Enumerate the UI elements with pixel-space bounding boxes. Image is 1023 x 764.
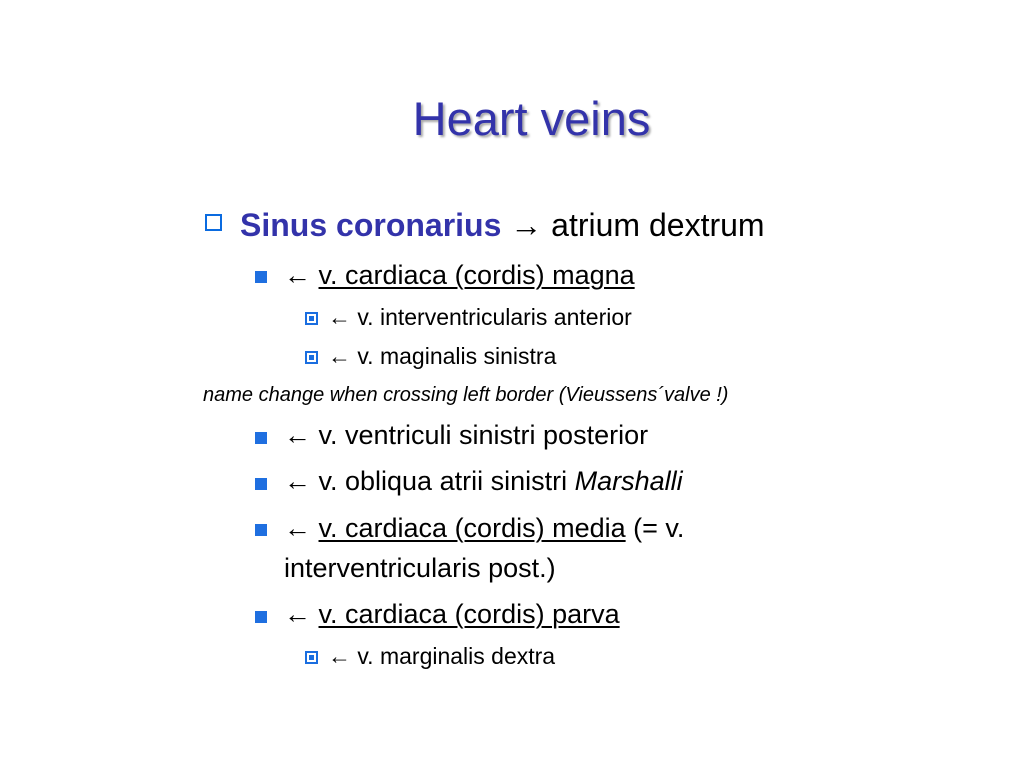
- bullet-obliqua-atrii: [284, 468, 683, 495]
- square-bullet-icon: [255, 524, 267, 536]
- cardiaca-magna-link: v. cardiaca (cordis) magna: [318, 260, 635, 290]
- obliqua-text: ← v. obliqua atrii sinistri: [284, 466, 568, 496]
- marshalli-text: Marshalli: [574, 466, 683, 496]
- box-bullet-icon: [305, 312, 318, 325]
- hollow-square-bullet-icon: [205, 214, 222, 231]
- square-bullet-icon: [255, 432, 267, 444]
- bullet-marginalis-dextra: ← v. marginalis dextra: [328, 643, 556, 669]
- bullet-ventriculi-posterior: ← v. ventriculi sinistri posterior: [284, 420, 649, 450]
- note-text: name change when crossing left border (Vieussens´valve !): [203, 384, 729, 406]
- square-bullet-icon: [255, 611, 267, 623]
- square-bullet-icon: [255, 271, 267, 283]
- media-equals-text: (= v.: [633, 513, 685, 543]
- media-continuation-text: interventricularis post.): [284, 553, 556, 583]
- bullet-cardiaca-parva: [284, 601, 620, 628]
- bullet-maginalis-sinistra: ← v. maginalis sinistra: [328, 343, 557, 369]
- box-bullet-icon: [305, 351, 318, 364]
- bullet-cardiaca-magna: [284, 262, 635, 289]
- bullet-sinus-coronarius: [240, 209, 765, 241]
- arrow-text: ←: [284, 260, 311, 290]
- sinus-coronarius-label: Sinus coronarius: [240, 207, 502, 243]
- arrow-text: ←: [284, 513, 311, 543]
- bullet-interventricularis-anterior: ← v. interventricularis anterior: [328, 304, 632, 330]
- box-bullet-icon: [305, 651, 318, 664]
- arrow-text: ←: [284, 599, 311, 629]
- square-bullet-icon: [255, 478, 267, 490]
- cardiaca-parva-link: v. cardiaca (cordis) parva: [318, 599, 620, 629]
- page-title: Heart veins: [412, 92, 651, 145]
- atrium-dextrum-text: → atrium dextrum: [510, 207, 765, 243]
- cardiaca-media-link: v. cardiaca (cordis) media: [318, 513, 626, 543]
- bullet-cardiaca-media: [284, 515, 684, 542]
